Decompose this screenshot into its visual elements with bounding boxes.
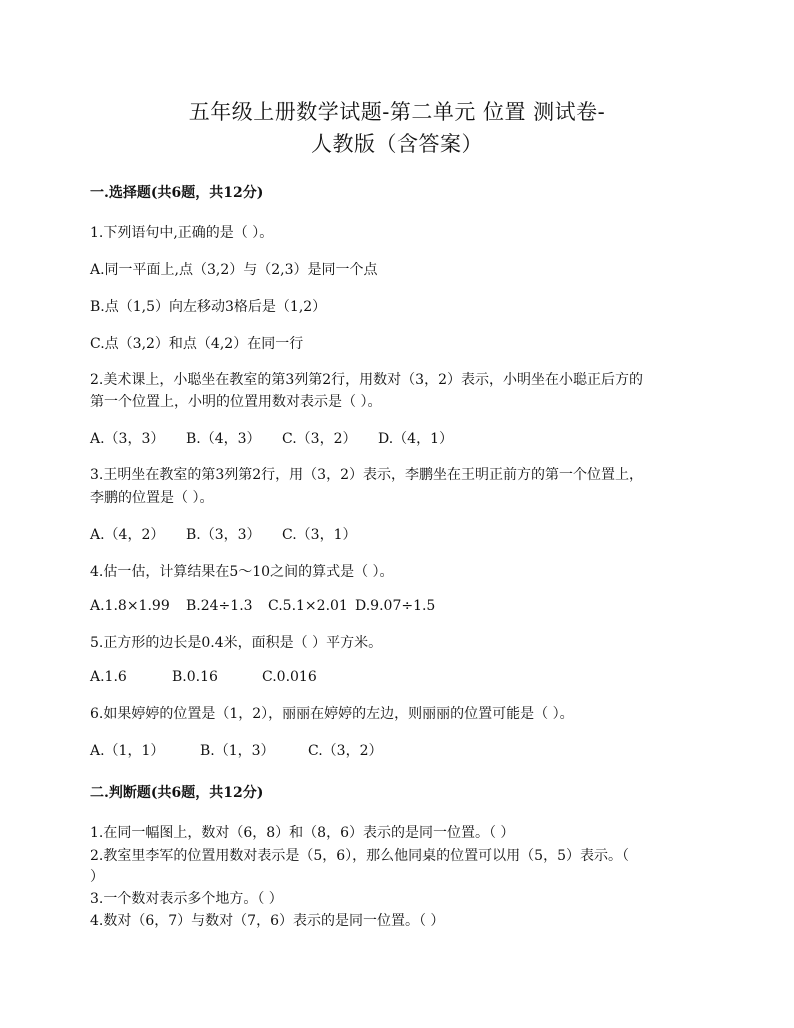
q3-option-c: C.（3，1） xyxy=(282,527,357,543)
q1-option-a: A.同一平面上,点（3,2）与（2,3）是同一个点 xyxy=(90,262,378,278)
q6-option-b: B.（1，3） xyxy=(200,743,275,759)
q2-stem-line1: 2.美术课上，小聪坐在教室的第3列第2行，用数对（3，2）表示，小明坐在小聪正后方的 xyxy=(90,372,643,388)
q2-option-b: B.（4，3） xyxy=(186,431,261,447)
q5-option-a: A.1.6 xyxy=(90,669,127,685)
q6-option-c: C.（3，2） xyxy=(308,743,383,759)
q2-stem-line2: 第一个位置上，小明的位置用数对表示是（ ）。 xyxy=(90,394,382,410)
q2-option-a: A.（3，3） xyxy=(90,431,165,447)
document-title-line1: 五年级上册数学试题-第二单元 位置 测试卷- xyxy=(188,100,606,124)
q1-option-c: C.点（3,2）和点（4,2）在同一行 xyxy=(90,336,304,352)
q6-stem: 6.如果婷婷的位置是（1，2），丽丽在婷婷的左边，则丽丽的位置可能是（ ）。 xyxy=(90,706,574,722)
tf-q2-line2: ） xyxy=(90,869,104,885)
section2-heading: 二.判断题(共6题，共12分) xyxy=(90,785,264,801)
q4-option-c: C.5.1×2.01 xyxy=(268,598,348,614)
q6-option-a: A.（1，1） xyxy=(90,743,165,759)
q5-stem: 5.正方形的边长是0.4米，面积是（ ）平方米。 xyxy=(90,635,383,651)
q2-option-d: D.（4，1） xyxy=(378,431,453,447)
tf-q3: 3.一个数对表示多个地方。（ ） xyxy=(90,891,283,907)
q4-options xyxy=(90,598,435,614)
section1-heading: 一.选择题(共6题，共12分) xyxy=(90,185,264,201)
q5-options xyxy=(90,669,317,685)
tf-q4: 4.数对（6，7）与数对（7，6）表示的是同一位置。（ ） xyxy=(90,913,445,929)
tf-q2-line1: 2.教室里李军的位置用数对表示是（5，6），那么他同桌的位置可以用（5，5）表示。（ xyxy=(90,848,629,864)
q3-options xyxy=(90,524,356,544)
q6-options xyxy=(90,740,382,760)
q5-option-c: C.0.016 xyxy=(262,669,317,685)
q3-option-a: A.（4，2） xyxy=(90,527,165,543)
q4-stem: 4.估一估，计算结果在5～10之间的算式是（ ）。 xyxy=(90,564,394,580)
q3-stem-line2: 李鹏的位置是（ ）。 xyxy=(90,490,214,506)
q4-option-d: D.9.07÷1.5 xyxy=(355,598,436,614)
q1-stem: 1.下列语句中,正确的是（ ）。 xyxy=(90,225,274,241)
q5-option-b: B.0.16 xyxy=(172,669,218,685)
q4-option-a: A.1.8×1.99 xyxy=(90,598,170,614)
document-title-line2: 人教版（含答案） xyxy=(311,132,483,156)
q3-option-b: B.（3，3） xyxy=(186,527,261,543)
q1-option-b: B.点（1,5）向左移动3格后是（1,2） xyxy=(90,299,327,315)
tf-q1: 1.在同一幅图上，数对（6，8）和（8，6）表示的是同一位置。（ ） xyxy=(90,825,515,841)
q4-option-b: B.24÷1.3 xyxy=(186,598,253,614)
q2-option-c: C.（3，2） xyxy=(282,431,357,447)
q3-stem-line1: 3.王明坐在教室的第3列第2行，用（3，2）表示，李鹏坐在王明正前方的第一个位置上， xyxy=(90,467,643,483)
q2-options xyxy=(90,428,453,448)
